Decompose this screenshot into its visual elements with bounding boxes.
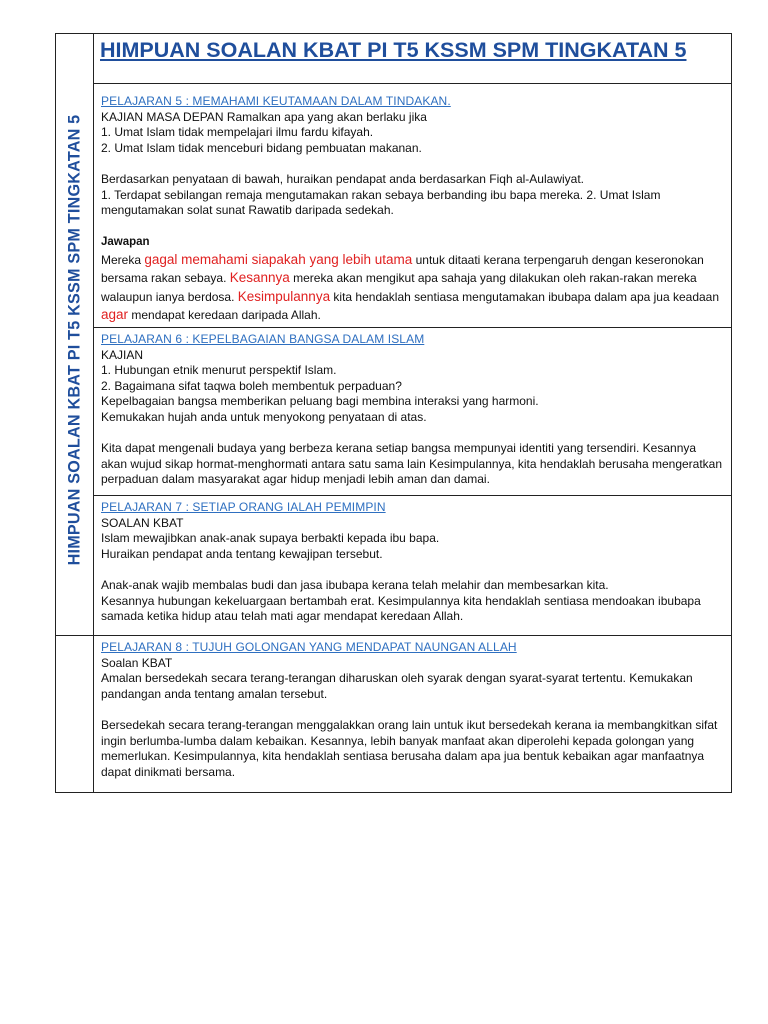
answer-text: mendapat keredaan daripada Allah.: [128, 308, 321, 323]
text-line: 1. Hubungan etnik menurut perspektif Islam.: [101, 363, 337, 378]
text-line: KAJIAN MASA DEPAN Ramalkan apa yang akan berlaku jika: [101, 109, 427, 124]
text-line: Soalan KBAT: [101, 655, 173, 670]
text-line: 2. Bagaimana sifat taqwa boleh membentuk perpaduan?: [101, 378, 402, 393]
answer-text: kita hendaklah sentiasa mengutamakan ibubapa dalam apa jua keadaan: [330, 289, 720, 304]
text-line: Islam mewajibkan anak-anak supaya berbakti kepada ibu bapa.: [101, 531, 440, 546]
text-line: SOALAN KBAT: [101, 515, 184, 530]
answer-text: Mereka: [101, 252, 145, 267]
text-paragraph: Amalan bersedekah secara terang-terangan diharuskan oleh syarak dengan syarat-syarat tertentu. Kemukakan pandangan anda tentang amalan tersebut.: [101, 671, 693, 701]
answer-paragraph: [101, 251, 725, 325]
jawapan-label: Jawapan: [101, 236, 150, 249]
row-divider: [93, 83, 732, 84]
text-paragraph: Kesannya hubungan kekeluargaan bertambah erat. Kesimpulannya kita hendaklah sentiasa mendoakan ibubapa samada ketika hidup atau telah mati agar mendapat keredaan Allah.: [101, 593, 701, 624]
row-divider: [93, 327, 732, 328]
row-divider: [55, 635, 732, 636]
section-heading: PELAJARAN 5 : MEMAHAMI KEUTAMAAN DALAM TINDAKAN.: [101, 94, 451, 108]
section-pelajaran-7: [101, 500, 725, 625]
side-column: [56, 34, 94, 792]
highlight-text: gagal memahami siapakah yang lebih utama: [144, 251, 413, 267]
text-paragraph: 1. Terdapat sebilangan remaja mengutamakan rakan sebaya berbanding ibu bapa mereka. 2. Umat Islam mengutamakan solat sunat Rawatib daripada sedekah.: [101, 187, 661, 218]
text-line: Huraikan pendapat anda tentang kewajipan tersebut.: [101, 546, 383, 561]
row-divider: [93, 495, 732, 496]
highlight-text: agar: [101, 307, 129, 323]
section-heading: PELAJARAN 8 : TUJUH GOLONGAN YANG MENDAPAT NAUNGAN ALLAH: [101, 640, 517, 654]
text-line: KAJIAN: [101, 347, 144, 362]
section-heading: PELAJARAN 7 : SETIAP ORANG IALAH PEMIMPIN: [101, 500, 386, 514]
highlight-text: Kesannya: [229, 270, 290, 286]
text-line: 2. Umat Islam tidak menceburi bidang pembuatan makanan.: [101, 140, 422, 155]
text-line: Kemukakan hujah anda untuk menyokong penyataan di atas.: [101, 409, 427, 424]
text-line: Anak-anak wajib membalas budi dan jasa ibubapa kerana telah melahir dan membesarkan kita.: [101, 577, 609, 592]
answer-text: mereka akan mengikut apa sahaja yang dilakukan oleh rakan-rakan mereka walaupun ianya berdosa.: [101, 271, 697, 304]
text-line: Kepelbagaian bangsa memberikan peluang bagi membina interaksi yang harmoni.: [101, 394, 539, 409]
text-paragraph: Bersedekah secara terang-terangan menggalakkan orang lain untuk ikut bersedekah kerana ia membangkitkan sifat ingin berlumba-lumba dalam kebaikan. Kesannya, lebih banyak manfaat akan diperolehi kepada golongan yang memerlukan. Kesimpulannya, kita hendaklah sentiasa berusaha dalam apa jua bentuk kebaikan agar manfaatnya dapat dinikmati bersama.: [101, 717, 718, 779]
section-heading: PELAJARAN 6 : KEPELBAGAIAN BANGSA DALAM ISLAM: [101, 332, 425, 346]
section-pelajaran-5: [101, 94, 725, 325]
side-title: HIMPUAN SOALAN KBAT PI T5 KSSM SPM TINGKATAN 5: [65, 114, 84, 566]
page-title: HIMPUAN SOALAN KBAT PI T5 KSSM SPM TINGKATAN 5: [100, 38, 687, 62]
text-line: 1. Umat Islam tidak mempelajari ilmu fardu kifayah.: [101, 125, 374, 140]
text-paragraph: Kita dapat mengenali budaya yang berbeza kerana setiap bangsa mempunyai identiti yang tersendiri. Kesannya akan wujud sikap hormat-menghormati antara satu sama lain Kesimpulannya, kita hendaklah berusaha mengeratkan perpaduan dalam masyarakat agar hidup menjadi lebih aman dan damai.: [101, 441, 723, 487]
answer-text: untuk ditaati kerana terpengaruh dengan keseronokan bersama rakan sebaya.: [101, 252, 704, 286]
section-pelajaran-6: [101, 332, 725, 488]
text-line: Berdasarkan penyataan di bawah, huraikan pendapat anda berdasarkan Fiqh al-Aulawiyat.: [101, 171, 584, 186]
section-pelajaran-8: [101, 640, 725, 780]
highlight-text: Kesimpulannya: [237, 288, 331, 304]
